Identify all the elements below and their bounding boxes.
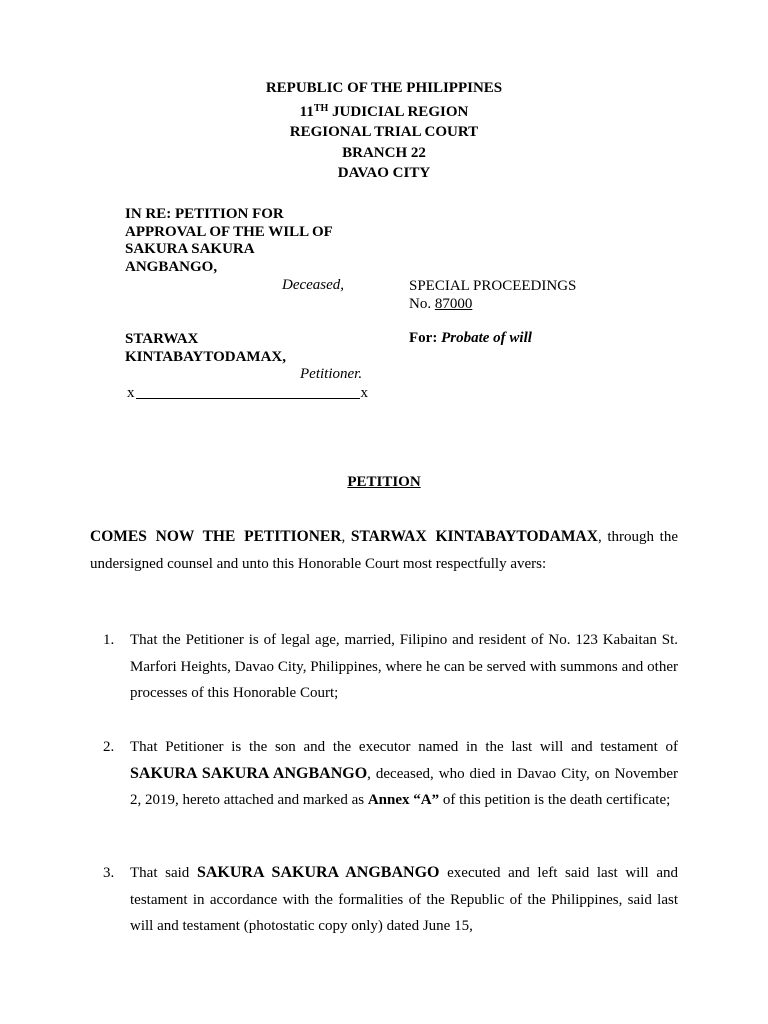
intro-comes-now: COMES NOW THE PETITIONER [90,528,342,545]
separator-rule [136,384,360,399]
sp-label: SPECIAL PROCEEDINGS [409,278,577,294]
header-judicial-region [0,99,768,123]
header-region-text: JUDICIAL REGION [328,103,469,120]
decedent-name: SAKURA SAKURA ANGBANGO [130,764,368,782]
item-number: 3. [103,865,115,881]
sp-number: 87000 [434,296,473,312]
petitioner-name [125,330,286,366]
item-text-pre: That said [130,865,197,881]
item-text-post: of this petition is the death certificate; [439,792,671,808]
item-number: 2. [103,739,115,755]
intro-paragraph [90,524,678,577]
caption-separator [127,384,368,402]
item-text-pre: That Petitioner is the son and the executor named in the last will and testament of [130,739,678,755]
header-branch: BRANCH 22 [342,144,426,161]
caption-line: APPROVAL OF THE WILL OF [125,223,333,240]
decedent-name: SAKURA SAKURA ANGBANGO [196,864,440,881]
petitioner-line: KINTABAYTODAMAX, [125,349,286,365]
caption-line: IN RE: PETITION FOR [125,206,284,222]
intro-petitioner-name: STARWAX KINTABAYTODAMAX [350,528,598,545]
intro-separator: , [341,529,351,545]
for-probate [409,330,532,347]
item-text [130,734,678,814]
header-republic: REPUBLIC OF THE PHILIPPINES [265,80,503,96]
x-right: x [360,385,368,401]
header-region-suffix: TH [313,102,329,114]
header-court: REGIONAL TRIAL COURT [289,124,479,140]
x-left: x [127,385,135,401]
for-label: For: [409,330,438,346]
petitioner-label: Petitioner. [300,366,363,382]
deceased-label: Deceased, [282,277,345,293]
document-title: PETITION [347,474,421,490]
item-text: That the Petitioner is of legal age, married, Filipino and resident of No. 123 Kabaitan St. Marfori Heights, Davao City, Philippines, where he can be served with summons and other processes of this Honorable Court; [130,632,678,701]
special-proceedings [409,277,576,313]
list-item [103,627,678,707]
intro-rest: , through the undersigned counsel and unto this Honorable Court most respectfully avers: [90,529,678,572]
annex-reference: Annex “A” [367,792,440,808]
header-region-number: 11 [299,103,314,120]
list-item [103,734,678,814]
item-text-mid: , deceased, who died in Davao City, on November 2, 2019, hereto attached and marked as [130,765,678,808]
item-text [130,860,678,940]
caption-line: ANGBANGO, [125,258,218,275]
caption-line: SAKURA SAKURA [125,241,255,257]
for-value: Probate of will [441,330,532,346]
court-header [0,78,768,184]
sp-number-line [409,295,576,313]
item-text-post: executed and left said last will and testament in accordance with the formalities of the Republic of the Philippines, said last will and testament (photostatic copy only) dated June 15, [130,865,678,934]
item-number: 1. [103,632,115,648]
case-caption-in-re [125,206,333,276]
petitioner-line: STARWAX [125,331,199,347]
sp-number-prefix: No. [409,296,435,312]
header-city: DAVAO CITY [337,165,431,181]
list-item [103,860,678,940]
